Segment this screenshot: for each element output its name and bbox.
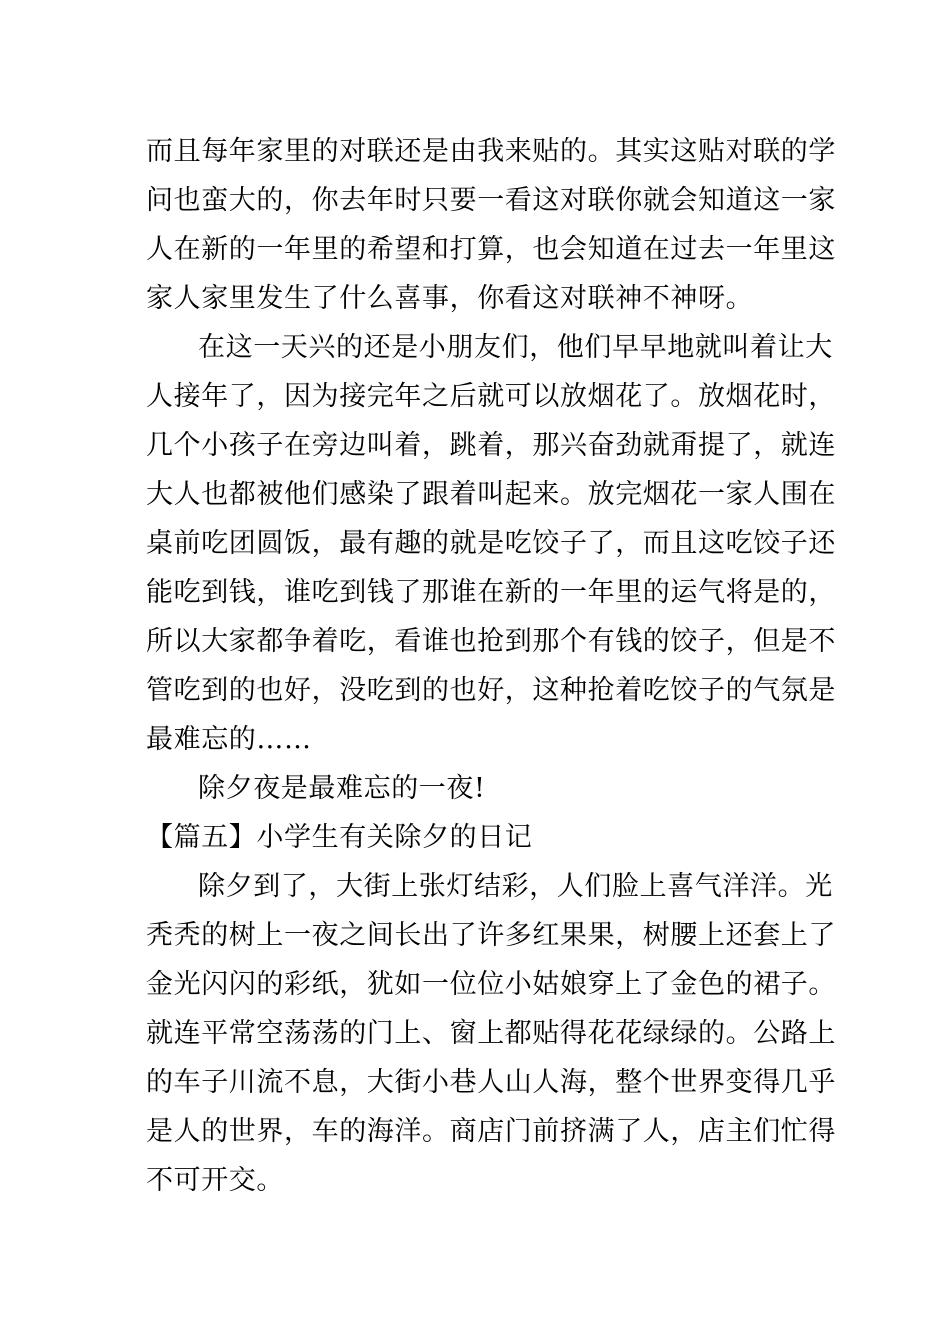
text-line: 管吃到的也好，没吃到的也好，这种抢着吃饺子的气氛是: [146, 675, 836, 706]
text-line: 而且每年家里的对联还是由我来贴的。其实这贴对联的学: [146, 136, 836, 167]
text-line: 能吃到钱，谁吃到钱了那谁在新的一年里的运气将是的，: [146, 577, 836, 608]
text-line: 金光闪闪的彩纸，犹如一位位小姑娘穿上了金色的裙子。: [146, 969, 836, 1000]
paragraph-start-line: 在这一天兴的还是小朋友们，他们早早地就叫着让大: [198, 332, 833, 363]
text-line: 桌前吃团圆饭，最有趣的就是吃饺子了，而且这吃饺子还: [146, 528, 836, 559]
text-line: 几个小孩子在旁边叫着，跳着，那兴奋劲就甭提了，就连: [146, 430, 836, 461]
text-line: 大人也都被他们感染了跟着叫起来。放完烟花一家人围在: [146, 479, 836, 510]
text-line: 家人家里发生了什么喜事，你看这对联神不神呀。: [146, 283, 754, 314]
section-heading: 【篇五】小学生有关除夕的日记: [146, 822, 533, 853]
text-line: 的车子川流不息，大街小巷人山人海，整个世界变得几乎: [146, 1067, 836, 1098]
text-line: 秃秃的树上一夜之间长出了许多红果果，树腰上还套上了: [146, 920, 836, 951]
paragraph-start-line: 除夕到了，大街上张灯结彩，人们脸上喜气洋洋。光: [198, 871, 833, 902]
text-line: 人接年了，因为接完年之后就可以放烟花了。放烟花时，: [146, 381, 836, 412]
text-line: 所以大家都争着吃，看谁也抢到那个有钱的饺子，但是不: [146, 626, 836, 657]
text-line: 是人的世界，车的海洋。商店门前挤满了人，店主们忙得: [146, 1116, 836, 1147]
text-line: 问也蛮大的，你去年时只要一看这对联你就会知道这一家: [146, 185, 836, 216]
document-body: [146, 127, 836, 1205]
text-line: 就连平常空荡荡的门上、窗上都贴得花花绿绿的。公路上: [146, 1018, 836, 1049]
text-line: 最难忘的……: [146, 724, 312, 755]
text-line: 不可开交。: [146, 1165, 284, 1196]
paragraph-start-line: 除夕夜是最难忘的一夜!: [198, 773, 486, 804]
text-line: 人在新的一年里的希望和打算，也会知道在过去一年里这: [146, 234, 836, 265]
